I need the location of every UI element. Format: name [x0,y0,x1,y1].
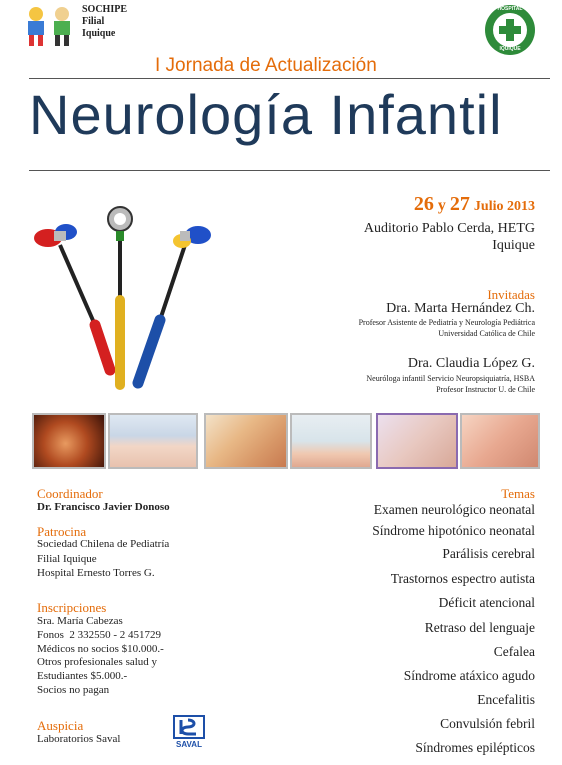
registration-line6: Socios no pagan [37,684,110,696]
registration-line2: Fonos 2 332550 - 2 451729 [37,629,162,641]
photo-baby-exam [290,413,372,469]
event-title: Neurología Infantil [29,83,503,146]
guest1-role1: Profesor Asistente de Pediatría y Neurología Pediátrica [358,318,535,327]
saval-logo-text: SAVAL [176,740,202,749]
registration-line3: Médicos no socios $10.000.- [37,643,164,655]
coordinator-heading: Coordinador [37,486,103,501]
topic-item: Déficit atencional [438,595,535,610]
registration-heading: Inscripciones [37,600,107,615]
topics-heading: Temas [501,486,535,501]
topic-item: Retraso del lenguaje [424,620,535,635]
sponsorship-line2: Filial Iquique [37,553,97,565]
topic-item: Síndrome atáxico agudo [403,668,535,683]
sponsorship-line1: Sociedad Chilena de Pediatría [37,538,170,550]
registration-line5: Estudiantes $5.000.- [37,670,128,682]
registration-line1: Sra. María Cabezas [37,615,123,627]
sponsorship-line3: Hospital Ernesto Torres G. [37,567,155,579]
sponsorship-heading: Patrocina [37,524,87,539]
photo-newborn-sleeping [108,413,198,469]
topic-item: Cefalea [493,644,535,659]
guest1-name: Dra. Marta Hernández Ch. [386,301,535,316]
saval-symbol-icon [172,714,206,740]
photo-fetus [32,413,106,469]
date-day2: 27 [449,193,470,215]
date-month-year: Julio 2013 [473,199,535,214]
venue-line2: Iquique [492,238,535,253]
hospital-bottom-text: IQUIQUE [499,46,521,52]
guest2-name: Dra. Claudia López G. [407,356,535,371]
event-date [414,193,535,216]
topic-item: Encefalitis [477,692,535,707]
registration-line4: Otros profesionales salud y [37,656,158,668]
saval-logo [172,714,206,750]
invited-heading: Invitadas [487,287,535,302]
sochipe-logo [22,4,132,48]
sponsor-heading: Auspicia [37,718,84,733]
photo-baby-hand [460,413,540,469]
venue-line1: Auditorio Pablo Cerda, HETG [363,221,535,236]
event-subtitle: I Jornada de Actualización [155,55,377,76]
guest2-role1: Neuróloga infantil Servicio Neuropsiquiatría, HSBA [366,374,535,383]
hospital-ring-text: HOSPITAL [497,6,523,12]
topic-item: Convulsión febril [440,716,535,731]
reflex-hammers-illustration [20,205,235,405]
date-and: y [437,197,446,214]
blue-hammer-icon [138,226,211,383]
topic-item: Examen neurológico neonatal [373,502,535,517]
topic-item: Parálisis cerebral [442,546,535,561]
sponsor-name: Laboratorios Saval [37,733,121,745]
guest2-role2: Profesor Instructor U. de Chile [436,385,535,394]
topic-item: Trastornos espectro autista [390,571,535,586]
topic-item: Síndrome hipotónico neonatal [372,523,535,538]
topic-item: Síndromes epilépticos [415,740,535,755]
sochipe-line3: Iquique [82,28,116,39]
photo-baby-feet [376,413,458,469]
hospital-logo [484,4,536,56]
date-day1: 26 [413,193,434,215]
sochipe-line2: Filial [82,16,105,27]
guest1-role2: Universidad Católica de Chile [438,329,535,338]
photo-mother-baby [204,413,288,469]
sochipe-line1: SOCHIPE [82,4,128,15]
coordinator-name: Dr. Francisco Javier Donoso [37,501,170,513]
title-divider [29,170,550,171]
children-cartoon-icon [22,4,80,48]
top-divider [29,78,550,79]
red-hammer-icon [34,224,110,370]
